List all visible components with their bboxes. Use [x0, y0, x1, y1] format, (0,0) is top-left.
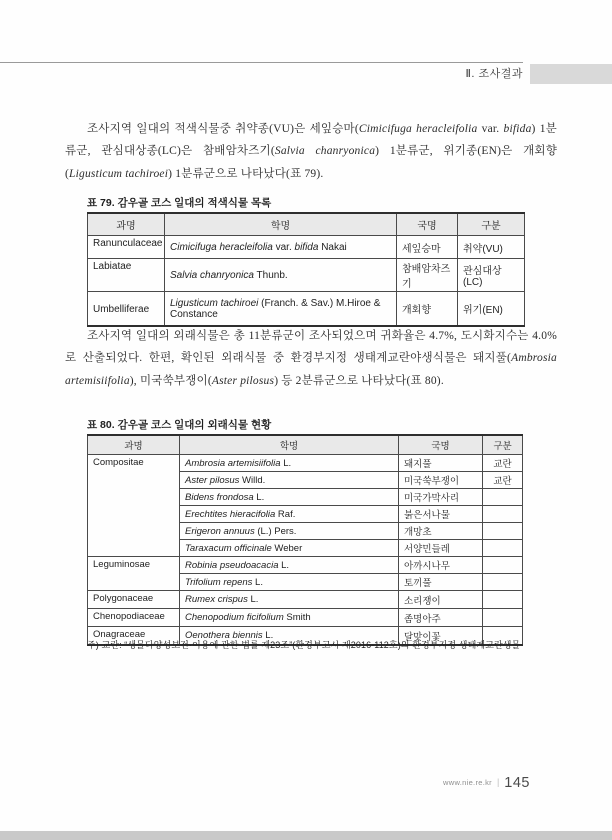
cell-korean-name: 토끼풀 [399, 574, 483, 591]
cell-family: Ranunculaceae [88, 236, 165, 259]
cell-scientific-name: Aster pilosus Willd. [180, 472, 399, 489]
cell-family: Onagraceae [88, 627, 180, 646]
cell-korean-name: 개회향 [397, 292, 458, 327]
table-row [88, 455, 523, 472]
table80-caption: 표 80. 감우골 코스 일대의 외래식물 현황 [87, 419, 272, 431]
cell-scientific-name: Taraxacum officinale Weber [180, 540, 399, 557]
cell-korean-name: 붉은서나물 [399, 506, 483, 523]
table80-footnote: 주) 교란: “생물다양성보전·이용에 관한 법률 제23조”(환경부고시 제2016-112호)의 환경부지정 생태계교란생물 [87, 640, 521, 650]
column-header-category: 구분 [483, 435, 523, 455]
table79-caption: 표 79. 감우골 코스 일대의 적색식물 목록 [87, 197, 272, 209]
table-80-alien-plants [87, 434, 523, 646]
cell-korean-name: 참배암차즈기 [397, 259, 458, 292]
cell-scientific-name: Chenopodium ficifolium Smith [180, 609, 399, 627]
cell-family: Polygonaceae [88, 591, 180, 609]
cell-scientific-name: Rumex crispus L. [180, 591, 399, 609]
cell-korean-name: 미국가막사리 [399, 489, 483, 506]
column-header-korean-name: 국명 [399, 435, 483, 455]
footer-divider: | [496, 777, 500, 787]
cell-category: 교란 [483, 472, 523, 489]
cell-scientific-name: Erechtites hieracifolia Raf. [180, 506, 399, 523]
cell-korean-name: 돼지풀 [399, 455, 483, 472]
cell-korean-name: 아까시나무 [399, 557, 483, 574]
cell-scientific-name: Bidens frondosa L. [180, 489, 399, 506]
column-header-korean-name: 국명 [397, 213, 458, 236]
column-header-family: 과명 [88, 435, 180, 455]
cell-scientific-name: Ligusticum tachiroei (Franch. & Sav.) M.Hiroe & Constance [165, 292, 397, 327]
cell-family: Compositae [88, 455, 180, 557]
column-header-scientific-name: 학명 [180, 435, 399, 455]
cell-category: 위기(EN) [458, 292, 525, 327]
footer-website-url: www.nie.re.kr [443, 778, 492, 787]
cell-category [483, 609, 523, 627]
column-header-category: 구분 [458, 213, 525, 236]
cell-category [483, 523, 523, 540]
cell-category [483, 540, 523, 557]
cell-category [483, 557, 523, 574]
column-header-scientific-name: 학명 [165, 213, 397, 236]
cell-family: Leguminosae [88, 557, 180, 591]
table-row [88, 259, 525, 292]
table-row [88, 292, 525, 327]
cell-scientific-name: Salvia chanryonica Thunb. [165, 259, 397, 292]
table-row [88, 236, 525, 259]
cell-family: Chenopodiaceae [88, 609, 180, 627]
paragraph-alien-plants-summary: 조사지역 일대의 외래식물은 총 11분류군이 조사되었으며 귀화율은 4.7%, 도시화지수는 4.0%로 산출되었다. 한편, 확인된 외래식물 중 환경부지정 생태계교란야생식물은 돼지풀(Ambrosia artemisiifolia), 미국쑥부쟁이(Aster pilosus) 등 2분류군으로 나타났다(표 80). [65, 329, 557, 387]
table-row [88, 557, 523, 574]
cell-korean-name: 미국쑥부쟁이 [399, 472, 483, 489]
page-number: 145 [504, 775, 530, 791]
cell-category [483, 489, 523, 506]
cell-scientific-name: Erigeron annuus (L.) Pers. [180, 523, 399, 540]
cell-scientific-name: Robinia pseudoacacia L. [180, 557, 399, 574]
cell-scientific-name: Oenothera biennis L. [180, 627, 399, 646]
table-row [88, 609, 523, 627]
table-79-red-list-plants [87, 212, 525, 327]
cell-korean-name: 달맞이꽃 [399, 627, 483, 646]
cell-korean-name: 서양민들레 [399, 540, 483, 557]
header-divider [0, 62, 523, 63]
cell-scientific-name: Ambrosia artemisiifolia L. [180, 455, 399, 472]
table-header-row [88, 213, 525, 236]
cell-korean-name: 소리쟁이 [399, 591, 483, 609]
cell-korean-name: 개망초 [399, 523, 483, 540]
cell-scientific-name: Trifolium repens L. [180, 574, 399, 591]
cell-category [483, 591, 523, 609]
cell-scientific-name: Cimicifuga heracleifolia var. bifida Nakai [165, 236, 397, 259]
table-row [88, 591, 523, 609]
cell-category [483, 574, 523, 591]
cell-korean-name: 세잎승마 [397, 236, 458, 259]
column-header-family: 과명 [88, 213, 165, 236]
cell-family: Labiatae [88, 259, 165, 292]
cell-family: Umbelliferae [88, 292, 165, 327]
running-head-section-title: Ⅱ. 조사결과 [465, 68, 523, 80]
cell-category: 교란 [483, 455, 523, 472]
cell-korean-name: 좀명아주 [399, 609, 483, 627]
table-header-row [88, 435, 523, 455]
cell-category: 취약(VU) [458, 236, 525, 259]
page-footer [370, 774, 530, 792]
header-tab-box [530, 64, 612, 84]
paragraph-red-list-summary: 조사지역 일대의 적색식물중 취약종(VU)은 세잎승마(Cimicifuga heracleifolia var. bifida) 1분류군, 관심대상종(LC)은 참배암차즈기(Salvia chanryonica) 1분류군, 위기종(EN)은 개회향(Ligusticum tachiroei) 1분류군으로 나타났다(표 79). [65, 122, 558, 180]
page-bottom-edge-band [0, 831, 612, 840]
cell-category [483, 506, 523, 523]
cell-category: 관심대상(LC) [458, 259, 525, 292]
